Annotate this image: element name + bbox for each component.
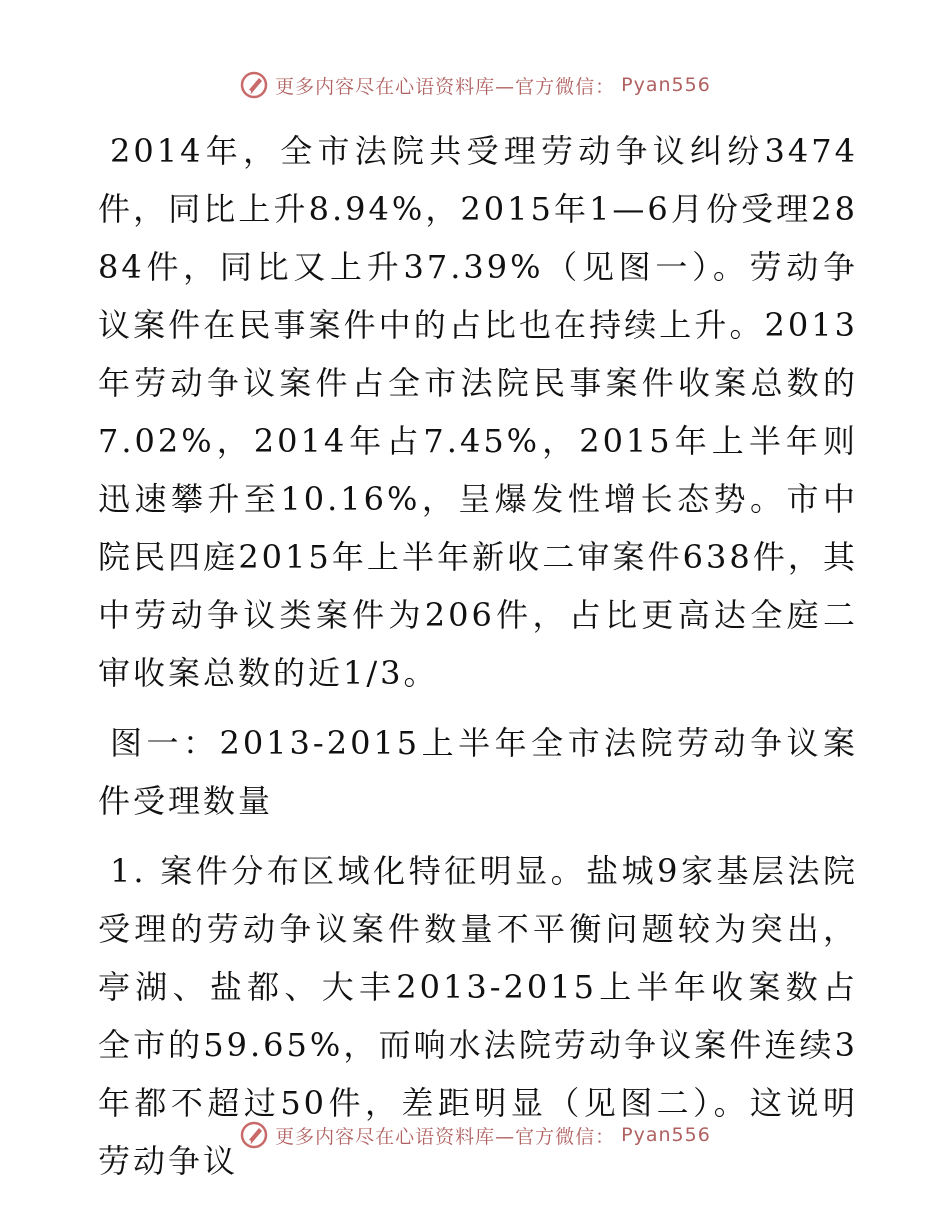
pen-logo-icon (239, 1120, 269, 1150)
watermark-text: 更多内容尽在心语资料库—官方微信： (275, 75, 616, 98)
watermark-wechat-id: Pyan556 (621, 74, 711, 96)
paragraph-statistics: 2014年，全市法院共受理劳动争议纠纷3474件，同比上升8.94%，2015年1—6月份受理2884件，同比又上升37.39%（见图一）。劳动争议案件在民事案件中的占比也在持续上升。2013年劳动争议案件占全市法院民事案件收案总数的7.02%，2014年占7.45%，2015年上半年则迅速攀升至10.16%，呈爆发性增长态势。市中院民四庭2015年上半年新收二审案件638件，其中劳动争议类案件为206件，占比更高达全庭二审收案总数的近1/3。 (98, 132, 858, 692)
paragraph-regional-distribution: 1. 案件分布区域化特征明显。盐城9家基层法院受理的劳动争议案件数量不平衡问题较为突出，亭湖、盐都、大丰2013-2015上半年收案数占全市的59.65%，而响水法院劳动争议案件连续3年都不超过50件，差距明显（见图二）。这说明劳动争议 (98, 852, 858, 1180)
document-body (98, 122, 858, 1202)
footer-watermark (0, 1120, 950, 1150)
watermark-wechat-id: Pyan556 (621, 1124, 711, 1146)
header-watermark (0, 70, 950, 100)
pen-logo-icon (239, 70, 269, 100)
figure-caption: 图一：2013-2015上半年全市法院劳动争议案件受理数量 (98, 724, 858, 820)
watermark-text: 更多内容尽在心语资料库—官方微信： (275, 1125, 616, 1148)
